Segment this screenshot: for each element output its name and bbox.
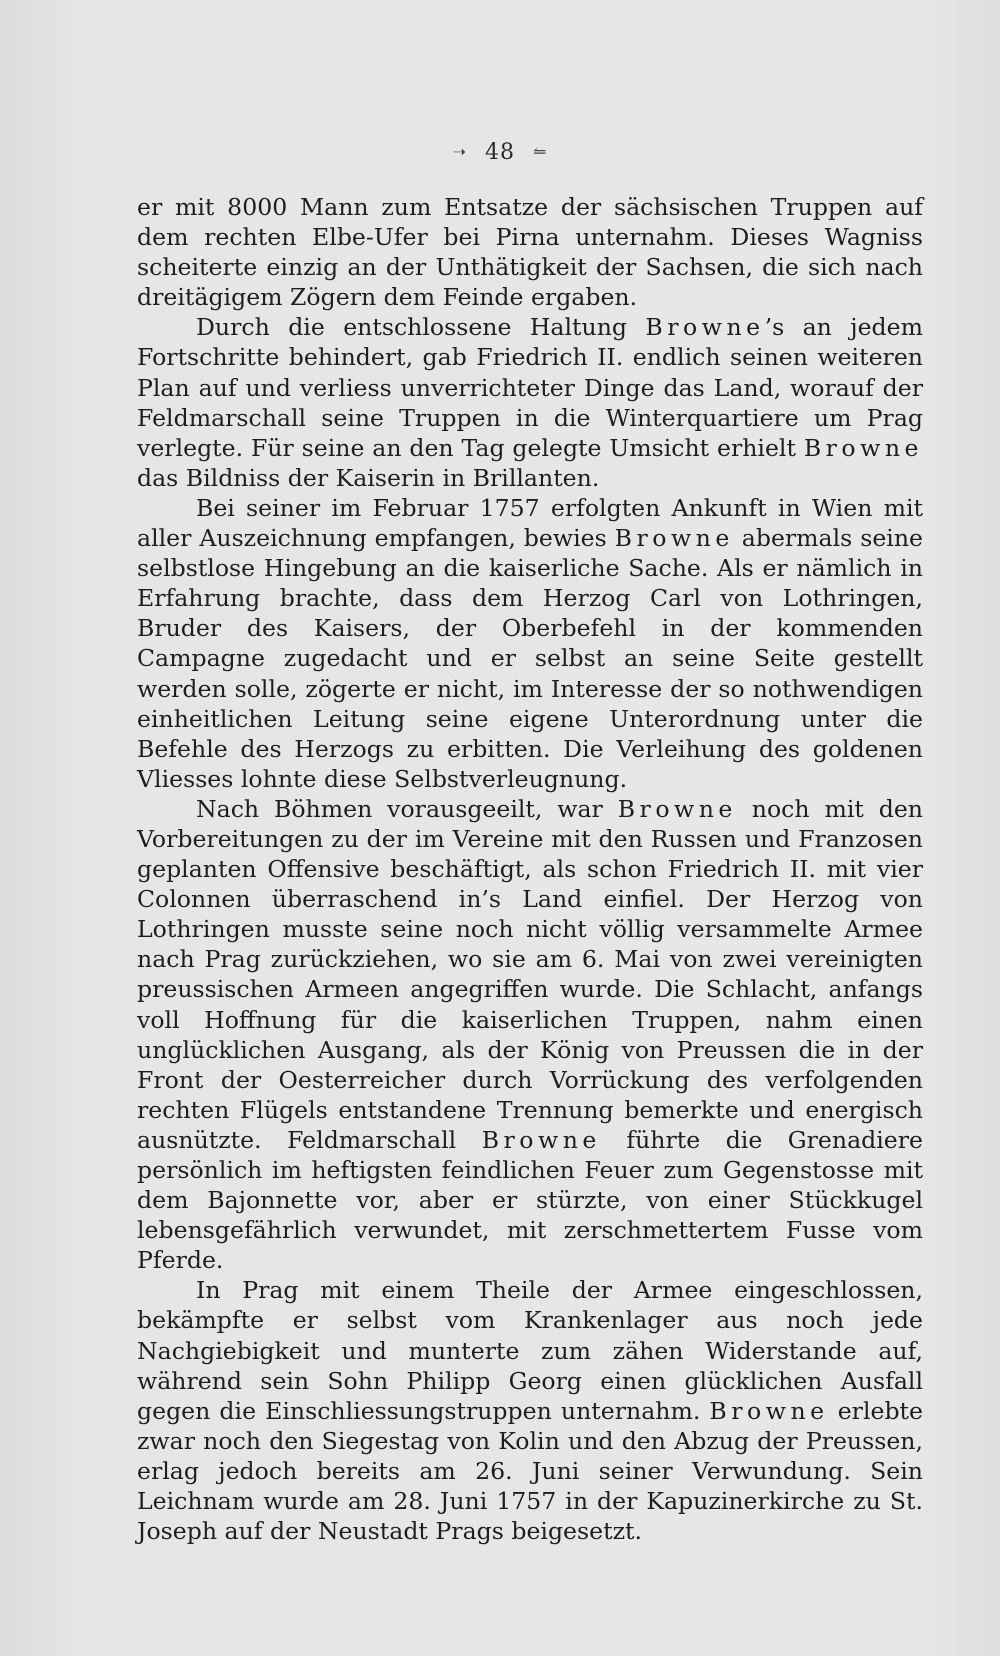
- text-segment: Bei seiner im Februar 1757 erfolgten Ankunft in Wien mit aller Auszeichnung empfangen, bewies: [137, 493, 923, 553]
- spaced-name: Browne: [617, 794, 737, 823]
- paragraph: [137, 312, 923, 493]
- spaced-name: Browne: [481, 1125, 601, 1154]
- text-segment: In Prag mit einem Theile der Armee eingeschlossen, bekämpfte er selbst vom Krankenlager aus noch jede Nachgiebigkeit und munterte zum zähen Widerstande auf, während sein Sohn Philipp Georg einen glücklichen Ausfall gegen die Einschliessungstruppen unternahm.: [137, 1276, 923, 1425]
- text-segment: Nach Böhmen vorausgeeilt, war: [196, 794, 618, 823]
- spaced-name: Browne: [645, 313, 765, 342]
- page-number: 48: [485, 140, 515, 165]
- text-segment: er mit 8000 Mann zum Entsatze der sächsischen Truppen auf dem rechten Elbe-Ufer bei Pirna unternahm. Dieses Wagniss scheiterte einzig an der Unthätigkeit der Sachsen, die sich nach dreitägigem Zögern dem Feinde ergaben.: [137, 193, 923, 312]
- paragraph: [137, 794, 923, 1276]
- body-text: [137, 192, 923, 1546]
- text-segment: abermals seine selbstlose Hingebung an die kaiserliche Sache. Als er nämlich in Erfahrung brachte, dass dem Herzog Carl von Lothringen, Bruder des Kaisers, der Oberbefehl in der kommenden Campagne zugedacht und er selbst an seine Seite gestellt werden solle, zögerte er nicht, im Interesse der so nothwendigen einheitlichen Leitung seine eigene Unterordnung unter die Befehle des Herzogs zu erbitten. Die Verleihung des goldenen Vliesses lohnte diese Selbstverleugnung.: [137, 524, 923, 793]
- paragraph: [137, 493, 923, 794]
- spaced-name: Browne: [709, 1396, 829, 1425]
- page-header: [0, 140, 1000, 165]
- text-segment: noch mit den Vorbereitungen zu der im Vereine mit den Russen und Franzosen geplanten Offensive beschäftigt, als schon Friedrich II. mit vier Colonnen überraschend in’s Land einfiel. Der Herzog von Lothringen musste seine noch nicht völlig versammelte Armee nach Prag zurückziehen, wo sie am 6. Mai von zwei vereinigten preussischen Armeen angegriffen wurde. Die Schlacht, anfangs voll Hoffnung für die kaiserlichen Truppen, nahm einen unglücklichen Ausgang, als der König von Preussen die in der Front der Oesterreicher durch Vorrückung des verfolgenden rechten Flügels entstandene Trennung bemerkte und energisch ausnützte. Feldmarschall: [137, 794, 923, 1154]
- ornament-right-icon: ⥪: [533, 142, 548, 161]
- text-segment: ’s an jedem Fortschritte behindert, gab Friedrich II. endlich seinen weiteren Plan auf und verliess unverrichteter Dinge das Land, worauf der Feldmarschall seine Truppen in die Winterquartiere um Prag verlegte. Für seine an den Tag gelegte Umsicht erhielt: [137, 313, 923, 462]
- ornament-left-icon: ➝: [452, 142, 467, 161]
- text-segment: Durch die entschlossene Haltung: [196, 313, 646, 342]
- paragraph: [137, 1275, 923, 1546]
- text-segment: das Bildniss der Kaiserin in Brillanten.: [137, 463, 600, 492]
- spaced-name: Browne: [803, 433, 923, 462]
- text-segment: führte die Grenadiere persönlich im heftigsten feindlichen Feuer zum Gegenstosse mit dem Bajonnette vor, aber er stürzte, von einer Stückkugel lebensgefährlich verwundet, mit zerschmettertem Fusse vom Pferde.: [137, 1125, 923, 1275]
- text-segment: erlebte zwar noch den Siegestag von Kolin und den Abzug der Preussen, erlag jedoch bereits am 26. Juni seiner Verwundung. Sein Leichnam wurde am 28. Juni 1757 in der Kapuzinerkirche zu St. Joseph auf der Neustadt Prags beigesetzt.: [137, 1396, 923, 1546]
- paragraph: [137, 192, 923, 312]
- spaced-name: Browne: [614, 524, 734, 553]
